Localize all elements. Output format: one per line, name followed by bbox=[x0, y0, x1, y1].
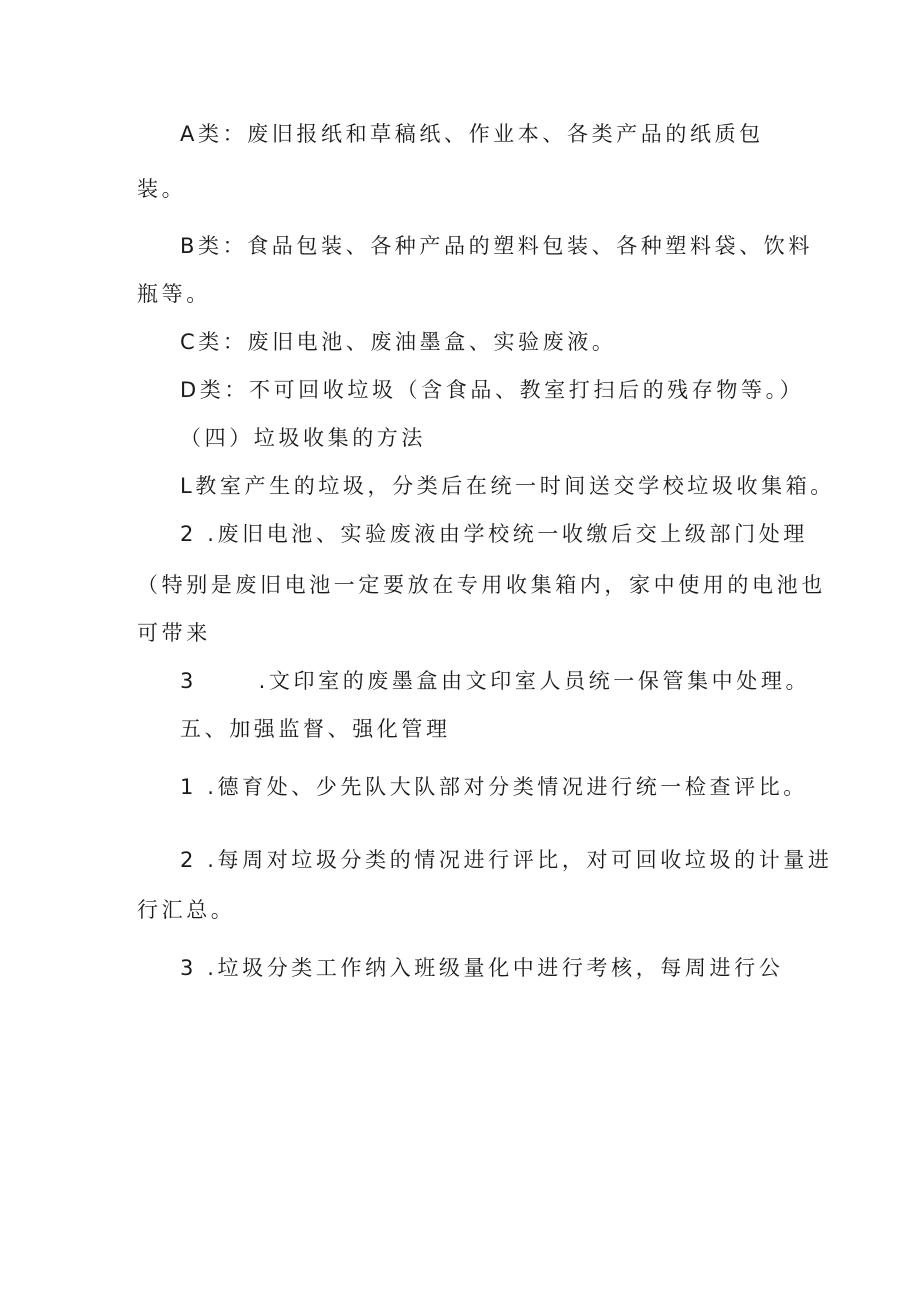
paragraph-line-supervision-2: 2 .每周对垃圾分类的情况进行评比，对可回收垃圾的计量进 bbox=[180, 848, 833, 872]
paragraph-line-category-c: C类：废旧电池、废油墨盒、实验废液。 bbox=[180, 330, 617, 354]
section-heading-supervision: 五、加强监督、强化管理 bbox=[180, 717, 451, 741]
paragraph-line-category-d: D类：不可回收垃圾（含食品、教室打扫后的残存物等。） bbox=[180, 378, 805, 402]
paragraph-line-item-1: L教室产生的垃圾，分类后在统一时间送交学校垃圾收集箱。 bbox=[180, 474, 835, 498]
paragraph-line-item-2-continued: （特别是废旧电池一定要放在专用收集箱内，家中使用的电池也 bbox=[137, 573, 826, 597]
paragraph-line-category-a: A类：废旧报纸和草稿纸、作业本、各类产品的纸质包 bbox=[180, 122, 764, 146]
paragraph-line-supervision-2-continued: 行汇总。 bbox=[137, 898, 236, 922]
paragraph-line-category-b: B类：食品包装、各种产品的塑料包装、各种塑料袋、饮料 bbox=[180, 234, 814, 258]
paragraph-line-category-a-continued: 装。 bbox=[137, 177, 187, 201]
paragraph-line-item-3: 3 .文印室的废墨盒由文印室人员统一保管集中处理。 bbox=[180, 669, 811, 693]
paragraph-line-supervision-3: 3 .垃圾分类工作纳入班级量化中进行考核，每周进行公 bbox=[180, 956, 784, 980]
section-heading-collection-method: （四）垃圾收集的方法 bbox=[180, 426, 426, 450]
paragraph-line-item-2: 2 .废旧电池、实验废液由学校统一收缴后交上级部门处理 bbox=[180, 522, 808, 546]
paragraph-line-category-b-continued: 瓶等。 bbox=[137, 282, 211, 306]
paragraph-line-item-2-end: 可带来 bbox=[137, 621, 211, 645]
paragraph-line-supervision-1: 1 .德育处、少先队大队部对分类情况进行统一检查评比。 bbox=[180, 775, 808, 799]
